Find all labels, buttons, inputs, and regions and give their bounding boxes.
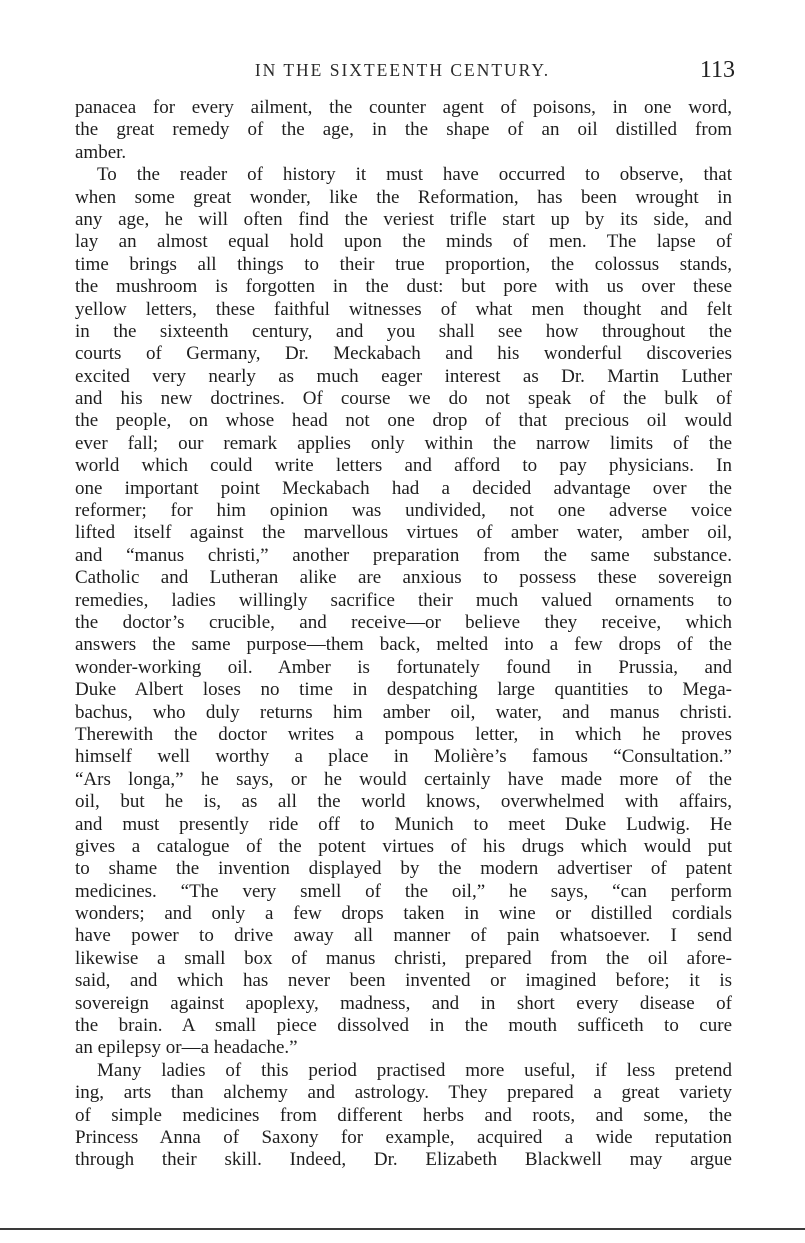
text-line: time brings all things to their true proportion, the colossus stands,: [75, 253, 732, 275]
text-line: lay an almost equal hold upon the minds of men. The lapse of: [75, 231, 732, 253]
text-line: and must presently ride off to Munich to meet Duke Ludwig. He: [75, 813, 732, 835]
text-line: Princess Anna of Saxony for example, acquired a wide reputation: [75, 1126, 732, 1148]
text-line: the great remedy of the age, in the shape of an oil distilled from: [75, 119, 732, 141]
text-line: world which could write letters and afford to pay physicians. In: [75, 455, 732, 477]
text-line: in the sixteenth century, and you shall see how throughout the: [75, 320, 732, 342]
text-line: ever fall; our remark applies only within the narrow limits of the: [75, 432, 732, 454]
text-line: courts of Germany, Dr. Meckabach and his wonderful discoveries: [75, 343, 732, 365]
text-line: medicines. “The very smell of the oil,” he says, “can perform: [75, 880, 732, 902]
text-line: likewise a small box of manus christi, prepared from the oil afore-: [75, 947, 732, 969]
text-line: bachus, who duly returns him amber oil, water, and manus christi.: [75, 701, 732, 723]
text-line: of simple medicines from different herbs and roots, and some, the: [75, 1104, 732, 1126]
text-line: “Ars longa,” he says, or he would certainly have made more of the: [75, 768, 732, 790]
bottom-rule: [0, 1228, 805, 1230]
text-line: said, and which has never been invented or imagined before; it is: [75, 970, 732, 992]
running-head: [0, 57, 805, 88]
text-line: himself well worthy a place in Molière’s famous “Consultation.”: [75, 746, 732, 768]
text-line: wonders; and only a few drops taken in wine or distilled cordials: [75, 903, 732, 925]
text-line: oil, but he is, as all the world knows, overwhelmed with affairs,: [75, 791, 732, 813]
text-line: yellow letters, these faithful witnesses of what men thought and felt: [75, 298, 732, 320]
text-line: through their skill. Indeed, Dr. Elizabeth Blackwell may argue: [75, 1149, 732, 1171]
running-title: IN THE SIXTEENTH CENTURY.: [254, 60, 551, 80]
page-number: 113: [699, 57, 735, 83]
text-line: Catholic and Lutheran alike are anxious to possess these sovereign: [75, 567, 732, 589]
text-line: remedies, ladies willingly sacrifice their much valued ornaments to: [75, 589, 732, 611]
text-line: when some great wonder, like the Reformation, has been wrought in: [75, 186, 732, 208]
text-line: and “manus christi,” another preparation from the same substance.: [75, 544, 732, 566]
text-line: gives a catalogue of the potent virtues of his drugs which would put: [75, 835, 732, 857]
text-line: Many ladies of this period practised more useful, if less pretend: [97, 1059, 732, 1081]
text-line: have power to drive away all manner of pain whatsoever. I send: [75, 925, 732, 947]
text-line: Therewith the doctor writes a pompous letter, in which he proves: [75, 723, 732, 745]
text-line: sovereign against apoplexy, madness, and in short every disease of: [75, 992, 732, 1014]
text-line: amber.: [75, 141, 127, 163]
text-line: panacea for every ailment, the counter agent of poisons, in one word,: [75, 97, 732, 118]
text-line: an epilepsy or—a headache.”: [75, 1037, 298, 1059]
text-line: ing, arts than alchemy and astrology. They prepared a great variety: [75, 1082, 732, 1104]
text-line: the mushroom is forgotten in the dust: but pore with us over these: [75, 276, 732, 298]
text-line: and his new doctrines. Of course we do not speak of the bulk of: [75, 388, 732, 410]
text-line: excited very nearly as much eager interest as Dr. Martin Luther: [75, 365, 732, 387]
body-text: [75, 97, 732, 1172]
text-line: Duke Albert loses no time in despatching large quantities to Mega-: [75, 679, 732, 701]
text-line: the doctor’s crucible, and receive—or believe they receive, which: [75, 611, 732, 633]
text-line: the people, on whose head not one drop of that precious oil would: [75, 410, 732, 432]
text-line: lifted itself against the marvellous virtues of amber water, amber oil,: [75, 522, 732, 544]
text-line: To the reader of history it must have occurred to observe, that: [97, 164, 732, 186]
text-line: wonder-working oil. Amber is fortunately found in Prussia, and: [75, 656, 732, 678]
text-line: to shame the invention displayed by the modern advertiser of patent: [75, 858, 732, 880]
text-line: reformer; for him opinion was undivided, not one adverse voice: [75, 500, 732, 522]
text-line: any age, he will often find the veriest trifle start up by its side, and: [75, 208, 732, 230]
text-line: answers the same purpose—them back, melted into a few drops of the: [75, 634, 732, 656]
text-line: one important point Meckabach had a decided advantage over the: [75, 477, 732, 499]
text-line: the brain. A small piece dissolved in the mouth sufficeth to cure: [75, 1015, 732, 1037]
